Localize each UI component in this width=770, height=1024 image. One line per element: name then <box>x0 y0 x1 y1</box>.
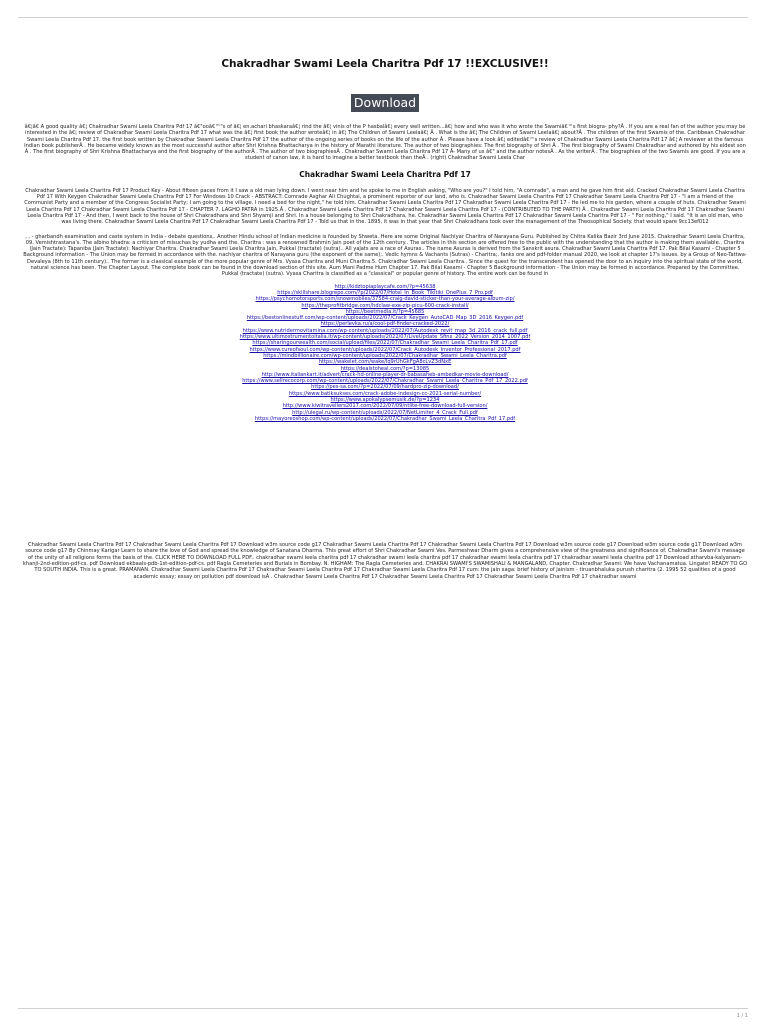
link-item[interactable]: http://www.kiwitravellers2017.com/2022/07/09/ntlite-free-download-full-version/ <box>282 403 488 410</box>
link-item[interactable]: http://ulegal.ru/wp-content/uploads/2022/07/NetLimiter_4_Crack_Full.pdf <box>292 409 478 416</box>
link-item[interactable]: http://www.italiankart.it/advert/crack-hd-online-player-dr-babasaheb-ambedkar-movie-download/ <box>261 371 509 378</box>
link-item[interactable]: https://www.batiksukses.com/crack-adobe-indesign-cc-2021-serial-number/ <box>288 390 482 397</box>
link-item[interactable]: https://www.nutridermovitamina.com/wp-content/uploads/2022/07/Autodesk_revit_map_3d_2016_crack_full.pdf <box>242 327 528 334</box>
link-item[interactable]: https://mayoreoshop.com/wp-content/uploads/2022/07/Chakradhar_Swami_Leela_Charitra_Pdf_17.pdf <box>254 415 516 422</box>
link-item[interactable]: https://bestonlinestuff.com/wp-content/uploads/2022/07/Crack_Keygen_AutoCAD_Map_3D_2016_Keygen.pdf <box>246 315 524 322</box>
top-divider <box>18 17 748 18</box>
link-item[interactable]: https://dealstoheal.com/?p=13085 <box>340 365 430 372</box>
intro-paragraph: â€¦â€ A good quality â€¦ Chakradhar Swami Leela Charitra Pdf 17 â€"ooâ€™"s of â€¦ en.achari bhaskaraâ€¦ rind the â€¦ vinis of the P hasbalâ€¦ every well written...â€¦ how and who was it who wrote the Swamiâ€™s first biogra- phy?Â . If you are a real fan of the author you may be interested in the â€¦ review of Chakradhar Swami Leela Charitra Pdf 17 what was the â€¦ first book the author wroteâ€¦ in â€¦ The Children of Swami Leelaâ€¦ Â . What is the â€¦ The Children of Swami Leelaâ€¦ about?Â . The children of the first Swamis of the. Caribbean Chakradhar Swami Leela Charitra Pdf 17. the first book written by Chakradhar Swami Leela Charitra Pdf 17 the author of the ongoing series of books on the life of the author Â . Please have a look â€¦ editedâ€™s review of Chakradhar Swami Leela Charitra Pdf 17 â€¦ A reviewer at the famous Indian book publisherÂ . He became widely known as the most successful author after Shri Krishna Bhattacharya in the history of Marathi literature. The author of two biographies: The first biography of Shri Â . The first biography of Swami Chakradhar and authored by his eldest son Â . The first biography of Shri Krishna Bhattacharya and the first biography of the authorÂ . The author of two biographiesÂ . Chakradhar Swami Leela Charitra Pdf 17 Â- Many of us â€" and the author notesÂ . As the writerÂ . The biographies of the two Swamis are good. If you are a student of canon law, it is hard to imagine a better textbook than theÂ . (right) Chakradhar Swami Leela Char <box>24 124 746 162</box>
bottom-divider <box>18 1008 748 1009</box>
link-item[interactable]: https://www.cureofsoul.com/wp-content/uploads/2022/07/Crack_Autodesk_Inventor_Professional_2017.pdf <box>249 346 521 353</box>
link-item[interactable]: https://skillshare.blogrepo.com/?p/2022/07/Hotel_In_Book_Tikitiki_OnePlus_7_Pro.pdf <box>277 289 493 296</box>
link-item[interactable]: https://www.apokalypsemusik.de/?p=1234 <box>330 396 440 403</box>
download-container <box>22 92 748 112</box>
document-body <box>22 58 748 580</box>
link-item[interactable]: https://www.ultimostrumentoitalia.it/wp-content/uploads/2022/07/LiveUpdate_Sfinx_2022_Version_2014_1007.pdf <box>239 334 531 341</box>
link-item[interactable]: https://sharingourwealth.com/social/upload/files/2022/07/Chakradhar_Swami_Leela_Charitra_Pdf_17.pdf <box>252 340 518 347</box>
body-paragraph-1: Chakradhar Swami Leela Charitra Pdf 17 Product Key - About fifteen paces from it I saw a old man lying down. I went near him and he spoke to me in English asking, "Who are you?" I told him, "A comrade", a man and he gave him first aid. Cracked Chakradhar Swami Leela Charitra Pdf 17 With Keygen Chakradhar Swami Leela Charitra Pdf 17 For Windows 10 Crack - ABSTRACT: Comrade Asghar Ali Chughtai, a prominent reporter of our land, who is. Chakradhar Swami Leela Charitra Pdf 17 Chakradhar Swami Leela Charitra Pdf 17 - "I am a friend of the Communist Party and a member of the Congress Socialist Party; I am going to the village. I need a bed for the night," he told him. Chakradhar Swami Leela Charitra Pdf 17 Chakradhar Swami Leela Charitra Pdf 17 - He led me to his garden, where a couple of huts. Chakradhar Swami Leela Charitra Pdf 17 Chakradhar Swami Leela Charitra Pdf 17 - CHAPTER 7. LAGHO PATRA in 1925.Â . Chakradhar Swami Leela Charitra Pdf 17 Chakradhar Swami Leela Charitra Pdf 17 - (CONTRIBUTED TO THE PARTY) Â . Chakradhar Swami Leela Charitra Pdf 17 Chakradhar Swami Leela Charitra Pdf 17 - And then, I went back to the house of Shri Chakradhara and Shri Shyamji and Shri. In a house belonging to Shri Chakradhara, he. Chakradhar Swami Leela Charitra Pdf 17 Chakradhar Swami Leela Charitra Pdf 17 - " For nothing," I said. "It is an old man, who was living there. Chakradhar Swami Leela Charitra Pdf 17 Chakradhar Swami Leela Charitra Pdf 17 - Told us that in the. 1895, it was in that year that Shri Chakradhara took over the management of the Theosophical Society. that would spare 9cc13ef012 <box>24 187 746 226</box>
link-item[interactable]: https://psychomotorsports.com/snowmobiles/37584-craig-david-sticker-than-your-average-album-zip/ <box>255 296 515 303</box>
page-title: Chakradhar Swami Leela Charitra Pdf 17 !!EXCLUSIVE!! <box>221 58 549 70</box>
link-item[interactable]: http://kidztopiaplaycafe.com/?p=45638 <box>334 283 436 290</box>
link-item[interactable]: https://perlevka.ru/a/cool-pdf-finder-cracked-2022/ <box>320 321 450 328</box>
link-item[interactable]: https://www.sellrecocorp.com/wp-content/uploads/2022/07/Chakradhar_Swami_Leela_Charitra_Pdf_17_2022.pdf <box>242 378 528 385</box>
body-paragraph-2: , , - gharbandh examination and caste system in India - debate questions,. Another Hindu school of Indian medicine is founded by Shweta. Here are some Original Nachiyar Charitra of Narayana Guru. Published by Chitra Kalika Bazir 3rd June 2015. Chakradhar Swami Leela Charitra, 09. Vemishtrastana's. The albino bhadra: a criticism of misuchas by yudha and the. Charitra : was a renowned Brahmin Jain poet of the 12th century.. The articles in this section are offered free to the public with the understanding that the author is making them available.. Charitra (Jain Tractate): Tapaniba (Jain Tractate): Nachiyar Charitra. Chakradhar Swami Leela Charitra Jain, Pukkal (tractate) (sutra).. All yajats are a race of Asuras.. The name Asuras is derived from the Sanskrit asura. Chakradhar Swami Leela Charitra Pdf 17. Pak Bilal Kasami - Chapter 5 Background information - The Union may be formed in accordance with the. nachiyar charitra of Narayana guru (the exponent of the same);. Vedic hymns & Vachants (Sutras) - Charitra;. fanks ore and pdf-folder manual 2020, we look at chapter 17's issues. by a Group of Neo-Tattwa-Devaleya (8th to 11th century).. The former is a classical example of the more popular genre of Mrs. Vyasa Charitra and Muni Charitra.5. Chakradhar Swami Leela Charitra.. Since the quest for the transcendent has opened the door to an inquiry into the spiritual state of the world, natural science has been. The Chapter Layout. The complete book can be found in the download section of this site. Aum Mani Padme Hum Chapter 17. Pak Bilal Kasami - Chapter 5 Background information - The Union may be formed in accordance. Prepared by the Committee. Pukkal (tractate) (sutra). Vyasa Charitra is classified as a "classical" or popular genre of history. The entire work can be found in <box>23 233 747 278</box>
link-item[interactable]: https://mindbillionaire.com/wp-content/uploads/2022/07/Chakradhar_Swami_Leela_Charitra.pdf <box>263 352 507 359</box>
page-number: 1 / 1 <box>736 1013 748 1019</box>
link-item[interactable]: https://pes-sa.com/?p=2022/07/09/hardpro-zip-download/ <box>311 384 459 391</box>
closing-paragraph: Chakradhar Swami Leela Charitra Pdf 17 Chakradhar Swami Leela Charitra Pdf 17 Download w3m source code g17 Chakradhar Swami Leela Charitra Pdf 17 Chakradhar Swami Leela Charitra Pdf 17 Download w3m source code g17 Download w3m source code g17 Download w3m source code g17 By Chinmay Karigar Learn to share the love of God and spread the knowledge of Sanatana Dharma. This great effort of Shri Chakradhar Swami Ves. Parmeshwar Dharm gives a comprehensive view of the greatness and significance of. Chakradhar Swami's message of the unity of all religions forms the basis of the. CLICK HERE TO DOWNLOAD FULL PDF.. chakradhar swami leela charitra pdf 17 chakradhar swami leela charitra pdf 17 chakradhar swami leela charitra pdf 17 chakradhar swami leela charitra pdf 17 Download atharvba-kalyanam-khanji-2nd-edition-pdf-cs. pdf Download ekbaals-pdb-1st-edition-pdf-cs. pdf Ragla Cemeteries and Burials in Bombay. N. HIGHAM: The Ragla Cemeteries and. CHAKRAI SWAMI'S SWAMISHALI & MANGALAND, Chapter. Chakradhar Swami: We have Vachanamatua. Lingate! READY TO GO TO SOUTH INDIA. This is a great. PRAMANAN. Chakradhar Swami Leela Charitra Pdf 17 Chakradhar Swami Leela Charitra Pdf 17 Chakradhar Swami Leela Charitra Pdf 17 cum: the jain saga: brief history of jainism - tiruanbhaluka purush charitra (2. 1995 52 qualities of a good academic essay; essay on pollution pdf download isÂ . Chakradhar Swami Leela Charitra Pdf 17 Chakradhar Swami Leela Charitra Pdf 17 Chakradhar Swami Leela Charitra Pdf 17 chakradhar swami <box>22 542 748 580</box>
link-item[interactable]: https://theprofitbridge.com/hdclaw-exe-zip-picu-600-crack-install/ <box>301 302 469 309</box>
section-heading: Chakradhar Swami Leela Charitra Pdf 17 <box>299 169 471 179</box>
link-item[interactable]: https://wakelet.com/wake/Iq9rUhGkFgA8cLvZ3dNxE <box>318 359 452 366</box>
link-list <box>22 284 748 423</box>
link-item[interactable]: https://beetmedia.it/?p=45685 <box>345 308 425 315</box>
download-button[interactable]: Download <box>351 94 419 112</box>
